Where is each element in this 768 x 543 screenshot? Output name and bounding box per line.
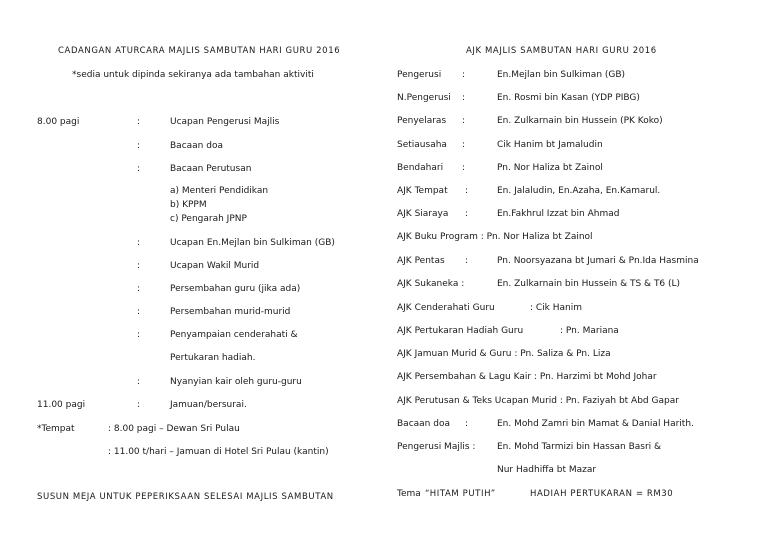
committee-value: En. Rosmi bin Kasan (YDP PIBG)	[497, 93, 640, 103]
program-item: Bacaan doa	[170, 141, 223, 151]
committee-line: AJK Perutusan & Teks Ucapan Murid : Pn. Faziyah bt Abd Gapar	[397, 396, 679, 406]
colon: :	[462, 116, 466, 126]
colon: :	[137, 284, 141, 294]
committee-value: : Pn. Mariana	[560, 326, 619, 336]
committee-label: AJK Siaraya	[397, 209, 449, 219]
program-item: Ucapan Pengerusi Majlis	[170, 117, 280, 127]
committee-title: AJK MAJLIS SAMBUTAN HARI GURU 2016	[466, 46, 657, 56]
committee-label: Bendahari	[397, 163, 444, 173]
colon: :	[465, 186, 469, 196]
committee-line: AJK Jamuan Murid & Guru : Pn. Saliza & Pn. Liza	[397, 349, 611, 359]
colon: :	[137, 164, 141, 174]
colon: :	[137, 400, 141, 410]
committee-value: Nur Hadhiffa bt Mazar	[497, 465, 597, 475]
committee-label: Penyelaras	[397, 116, 447, 126]
program-item: Pertukaran hadiah.	[170, 353, 256, 363]
committee-value: Cik Hanim bt Jamaludin	[497, 140, 603, 150]
committee-value: En. Mohd Zamri bin Mamat & Danial Harith.	[497, 419, 694, 429]
committee-value: En.Mejlan bin Sulkiman (GB)	[497, 70, 626, 80]
colon: :	[465, 209, 469, 219]
tema-label: Tema	[397, 489, 421, 499]
committee-value: En. Zulkarnain bin Hussein (PK Koko)	[497, 116, 663, 126]
colon: :	[137, 238, 141, 248]
colon: :	[462, 163, 466, 173]
colon: :	[465, 419, 469, 429]
time-11am: 11.00 pagi	[37, 400, 86, 410]
program-item: Ucapan Wakil Murid	[170, 261, 260, 271]
committee-label: Bacaan doa	[397, 419, 450, 429]
committee-label: AJK Tempat	[397, 186, 448, 196]
committee-value: En.Fakhrul Izzat bin Ahmad	[497, 209, 620, 219]
committee-label: AJK Cenderahati Guru	[397, 303, 495, 313]
committee-value: : Cik Hanim	[530, 303, 583, 313]
tema-value: “HITAM PUTIH”	[425, 489, 496, 499]
colon: :	[462, 140, 466, 150]
program-subitem: b) KPPM	[170, 200, 207, 210]
program-title: CADANGAN ATURCARA MAJLIS SAMBUTAN HARI GURU 2016	[58, 46, 341, 56]
committee-value: En. Mohd Tarmizi bin Hassan Basri &	[497, 442, 662, 452]
tempat-label: *Tempat	[37, 424, 75, 434]
colon: :	[462, 70, 466, 80]
committee-label: Pengerusi Majlis :	[397, 442, 476, 452]
committee-value: Pn. Nor Haliza bt Zainol	[497, 163, 603, 173]
tempat-line: : 8.00 pagi – Dewan Sri Pulau	[108, 424, 240, 434]
committee-label: AJK Pertukaran Hadiah Guru	[397, 326, 524, 336]
program-item: Nyanyian kair oleh guru-guru	[170, 377, 302, 387]
committee-line: AJK Persembahan & Lagu Kair : Pn. Harzimi bt Mohd Johar	[397, 372, 657, 382]
program-item: Ucapan En.Mejlan bin Sulkiman (GB)	[170, 238, 335, 248]
colon: :	[137, 261, 141, 271]
program-item: Persembahan guru (jika ada)	[170, 284, 301, 294]
time-8am: 8.00 pagi	[37, 117, 80, 127]
committee-value: Pn. Noorsyazana bt Jumari & Pn.Ida Hasmina	[497, 256, 699, 266]
colon: :	[137, 141, 141, 151]
colon: :	[137, 330, 141, 340]
committee-label: Setiausaha	[397, 140, 447, 150]
tempat-line: : 11.00 t/hari – Jamuan di Hotel Sri Pulau (kantin)	[108, 447, 329, 457]
colon: :	[137, 117, 141, 127]
committee-label: AJK Pentas	[397, 256, 445, 266]
program-subitem: a) Menteri Pendidikan	[170, 186, 269, 196]
colon: :	[462, 93, 466, 103]
committee-label: Pengerusi	[397, 70, 442, 80]
program-item: Persembahan murid-murid	[170, 307, 291, 317]
committee-value: En. Zulkarnain bin Hussein & TS & T6 (L)	[497, 279, 681, 289]
program-note: *sedia untuk dipinda sekiranya ada tambahan aktiviti	[72, 70, 314, 80]
committee-label: N.Pengerusi	[397, 93, 451, 103]
committee-value: En. Jalaludin, En.Azaha, En.Kamarul.	[497, 186, 661, 196]
committee-line: AJK Buku Program : Pn. Nor Haliza bt Zainol	[397, 232, 593, 242]
committee-label: AJK Sukaneka :	[397, 279, 465, 289]
colon: :	[137, 377, 141, 387]
hadiah-note: HADIAH PERTUKARAN = RM30	[530, 489, 674, 499]
colon: :	[465, 256, 469, 266]
program-item: Penyampaian cenderahati &	[170, 330, 298, 340]
program-subitem: c) Pengarah JPNP	[170, 214, 247, 224]
footer-note: SUSUN MEJA UNTUK PEPERIKSAAN SELESAI MAJLIS SAMBUTAN	[37, 492, 334, 502]
program-item: Jamuan/bersurai.	[170, 400, 247, 410]
colon: :	[137, 307, 141, 317]
program-item: Bacaan Perutusan	[170, 164, 252, 174]
